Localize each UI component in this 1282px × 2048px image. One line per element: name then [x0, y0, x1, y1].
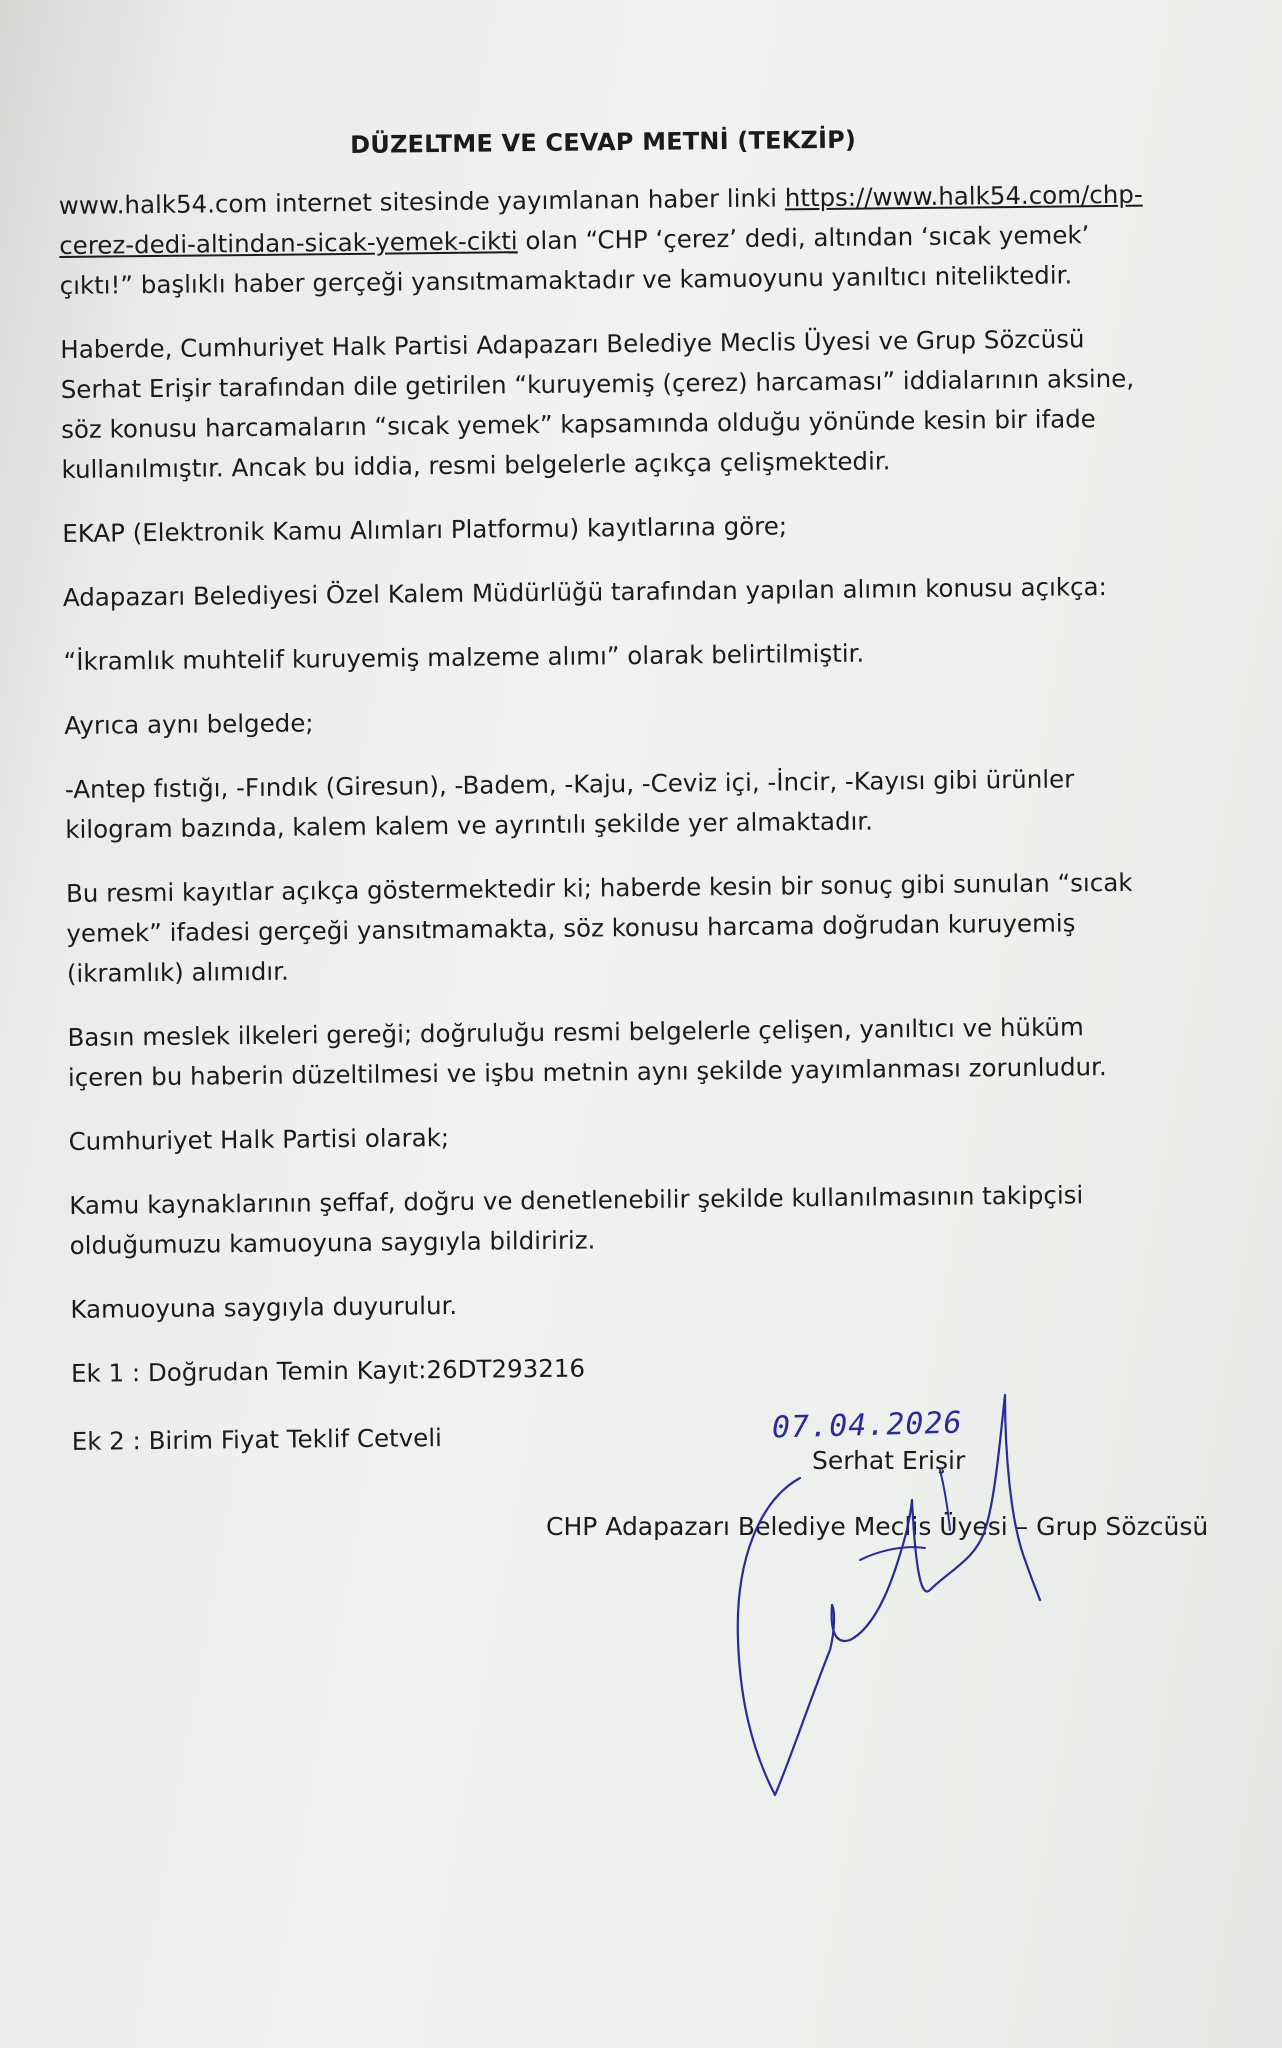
annex-1: Ek 1 : Doğrudan Temin Kayıt:26DT293216	[70, 1353, 586, 1388]
intro-paragraph	[59, 175, 1150, 306]
paragraph-party: Cumhuriyet Halk Partisi olarak;	[68, 1122, 450, 1156]
paragraph-also: Ayrıca aynı belgede;	[64, 708, 314, 740]
signature-date: 07.04.2026	[771, 1405, 964, 1446]
document-body	[58, 117, 1162, 1490]
document-title: DÜZELTME VE CEVAP METNİ (TEKZİP)	[350, 125, 857, 159]
intro-prefix: www.halk54.com internet sitesinde yayımlanan haber linki	[58, 183, 785, 220]
paragraph-claim: Haberde, Cumhuriyet Halk Partisi Adapazarı Belediye Meclis Üyesi ve Grup Sözcüsü Serhat Erişir tarafından dile getirilen “kuruyemiş (çerez) harcaması” iddialarının aksine, söz konusu harcamaların “sıcak yemek” kapsamında olduğu yönünde kesin bir ifade kullanılmıştır. Ancak bu iddia, resmi belgelerle açıkça çelişmektedir.	[60, 324, 1135, 484]
signatory-title: CHP Adapazarı Belediye Meclis Üyesi – Grup Sözcüsü	[546, 1512, 1209, 1541]
paragraph-quote: “İkramlık muhtelif kuruyemiş malzeme alımı” olarak belirtilmiştir.	[63, 638, 865, 676]
paragraph-announcement: Kamuoyuna saygıyla duyurulur.	[70, 1290, 458, 1324]
paragraph-conclusion: Bu resmi kayıtlar açıkça göstermektedir ki; haberde kesin bir sonuç gibi sunulan “sıcak yemek” ifadesi gerçeği yansıtmamakta, söz konusu harcama doğrudan kuruyemiş (ikramlık) alımıdır.	[65, 867, 1133, 988]
paragraph-transparency: Kamu kaynaklarının şeffaf, doğru ve denetlenebilir şekilde kullanılmasının takipçisi olduğumuzu kamuoyuna saygıyla bildiririz.	[69, 1180, 1084, 1260]
paragraph-ekap: EKAP (Elektronik Kamu Alımları Platformu) kayıtlarına göre;	[62, 511, 788, 548]
paragraph-purchase-subject: Adapazarı Belediyesi Özel Kalem Müdürlüğü tarafından yapılan alımın konusu açıkça:	[62, 572, 1107, 612]
signatory-name: Serhat Erişir	[812, 1446, 966, 1475]
annex-2: Ek 2 : Birim Fiyat Teklif Cetveli	[71, 1423, 442, 1456]
paragraph-items: -Antep fıstığı, -Fındık (Giresun), -Badem, -Kaju, -Ceviz içi, -İncir, -Kayısı gibi ürünler kilogram bazında, kalem kalem ve ayrıntılı şekilde yer almaktadır.	[64, 764, 1075, 844]
news-link[interactable]: https://www.halk54.com/chp-cerez-dedi-altindan-sicak-yemek-cikti	[59, 179, 1143, 260]
intro-suffix: olan “CHP ‘çerez’ dedi, altından ‘sıcak yemek’ çıktı!” başlıklı haber gerçeği yansıtmamaktadır ve kamuoyunu yanıltıcı niteliktedir.	[59, 220, 1090, 300]
paragraph-press-ethics: Basın meslek ilkeleri gereği; doğruluğu resmi belgelerle çelişen, yanıltıcı ve hüküm içeren bu haberin düzeltilmesi ve işbu metnin aynı şekilde yayımlanması zorunludur.	[67, 1012, 1107, 1092]
